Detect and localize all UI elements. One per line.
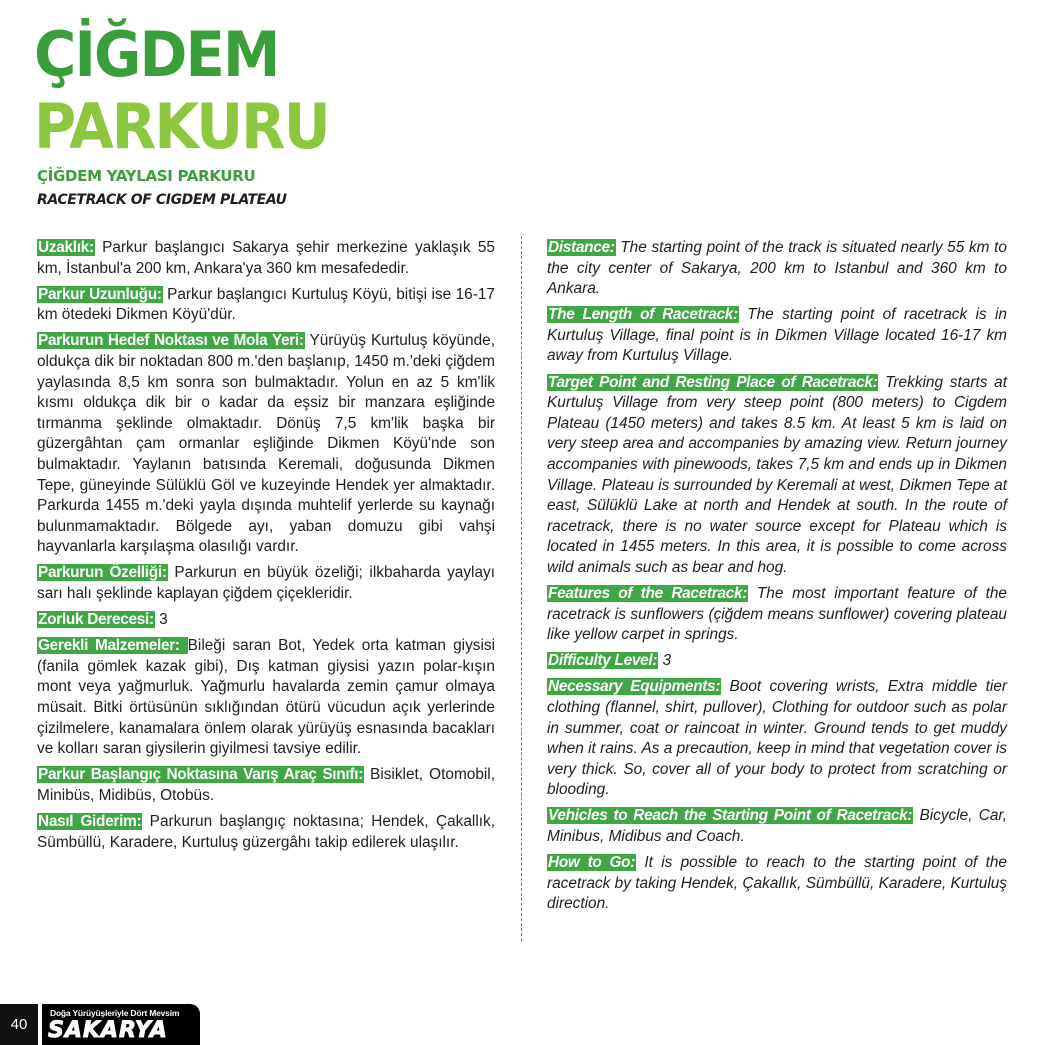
section-label: Necessary Equipments: [548, 678, 721, 696]
sakarya-logo [42, 1004, 200, 1045]
section-text: Bicycle, Car, Minibus, Midibus and Coach. [547, 807, 1007, 846]
section-label: Parkurun Özelliği: [38, 564, 167, 582]
paragraph-target-tr [37, 331, 495, 558]
section-label: Nasıl Giderim: [38, 812, 142, 830]
section-label: Gerekli Malzemeler: [38, 637, 187, 655]
section-label: Features of the Racetrack: [548, 585, 748, 602]
paragraph-equipment-tr [37, 636, 495, 760]
section-label: Zorluk Derecesi: [38, 611, 154, 629]
section-text: The most important feature of the racetrack is sunflowers (çiğdem means sunflower) covering plateau like yellow carpet in springs. [547, 585, 1007, 644]
paragraph-features-tr [37, 563, 495, 604]
logo-wordmark: SAKARYA [48, 1018, 168, 1043]
section-label: Distance: [548, 239, 615, 256]
section-text: Parkurun başlangıç noktasına; Hendek, Çakallık, Sümbüllü, Karadere, Kurtuluş güzergâhı takip edilerek ulaşılır. [37, 812, 495, 851]
turkish-column [37, 238, 495, 859]
section-text: The starting point of racetrack is in Kurtuluş Village, final point is in Dikmen Village located 16-17 km away from Kurtuluş Village. [547, 306, 1007, 365]
paragraph-distance-tr [37, 238, 495, 279]
paragraph-target-en [547, 373, 1007, 579]
paragraph-features-en [547, 584, 1007, 646]
section-text: 3 [658, 652, 672, 670]
paragraph-equipment-en [547, 677, 1007, 801]
page-number: 40 [0, 1004, 38, 1045]
paragraph-length-en [547, 305, 1007, 367]
section-text: Parkur başlangıcı Sakarya şehir merkezine yaklaşık 55 km, İstanbul'a 200 km, Ankara'ya 360 km mesafededir. [37, 239, 495, 277]
section-label: Parkur Uzunluğu: [38, 285, 162, 303]
paragraph-distance-en [547, 238, 1007, 300]
section-label: The Length of Racetrack: [548, 306, 738, 324]
section-label: Vehicles to Reach the Starting Point of Racetrack: [548, 807, 913, 825]
english-column [547, 238, 1007, 920]
paragraph-howto-tr [37, 812, 495, 853]
section-label: Parkur Başlangıç Noktasına Varış Araç Sınıfı: [38, 766, 363, 784]
section-text: Parkurun en büyük özeliği; ilkbaharda yaylayı sarı halı şeklinde kaplayan çiğdem çiçekleridir. [37, 564, 495, 602]
logo-tagline: Doğa Yürüyüşleriyle Dört Mevsim [50, 1008, 180, 1018]
section-text: The starting point of the track is situated nearly 55 km to the city center of Sakarya, 200 km to Istanbul and 360 km to Ankara. [547, 239, 1007, 298]
paragraph-howto-en [547, 853, 1007, 915]
paragraph-vehicles-tr [37, 765, 495, 806]
paragraph-length-tr [37, 285, 495, 326]
section-text: 3 [154, 611, 168, 629]
paragraph-difficulty-en [547, 651, 1007, 672]
column-divider [521, 236, 522, 941]
section-label: Difficulty Level: [548, 652, 658, 670]
section-text: It is possible to reach to the starting point of the racetrack by taking Hendek, Çakallık, Sümbüllü, Karadere, Kurtuluş direction. [547, 854, 1007, 913]
section-label: Uzaklık: [38, 239, 94, 256]
subtitle-english: RACETRACK OF CIGDEM PLATEAU [37, 192, 287, 208]
page-title-line-1: ÇİĞDEM [34, 18, 279, 91]
section-label: Target Point and Resting Place of Racetrack: [548, 373, 878, 391]
section-text: Parkur başlangıcı Kurtuluş Köyü, bitişi ise 16-17 km ötedeki Dikmen Köyü'dür. [37, 285, 495, 324]
section-text: Bileği saran Bot, Yedek orta katman giysisi (fanila gömlek kazak gibi), Dış katman giysisi yazın polar-kışın mont veya yağmurluk. Yağmurlu havalarda zemin çamur olmaya müsait. Bitki örtüsünün sıklığından ötürü vücudun açık yerlerinde çizilmelere, kanamalara önlem olarak yürüyüş esnasında bacakları ve kolları saran giysilerin giyilmesi tavsiye edilir. [37, 637, 495, 758]
paragraph-vehicles-en [547, 806, 1007, 847]
section-text: Bisiklet, Otomobil, Minibüs, Midibüs, Otobüs. [37, 766, 495, 804]
section-text: Boot covering wrists, Extra middle tier clothing (flannel, shirt, pullover), Clothing for outdoor such as polar in summer, coat or raincoat in winter. Ground tends to get muddy when it rains. As a precaution, keep in mind that vegetation cover is very thick. So, cover all of your body to protect from scratching or blooding. [547, 678, 1008, 799]
paragraph-difficulty-tr [37, 610, 495, 631]
page-title-line-2: PARKURU [34, 90, 329, 163]
section-text: Trekking starts at Kurtuluş Village from very steep point (800 meters) to Cigdem Plateau (1450 meters) and takes 8.5 km. At least 5 km is laid on very steep area and accompanies by amazing view. Return journey accompanies with pinewoods, takes 7,5 km and ends up in Dikmen Village. Plateau is surrounded by Keremali at west, Dikmen Tepe at east, Sülüklü Lake at north and Hendek at south. In the route of racetrack, there is no water source except for Plateau which is located in 1455 meters. In this area, it is possible to come across wild animals such as bear and hog. [547, 373, 1007, 576]
section-text: Yürüyüş Kurtuluş köyünde, oldukça dik bir noktadan 800 m.'den başlanıp, 1450 m.'deki çiğdem yaylasında 8,5 km sonra son bulmaktadır. Yolun en az 5 km'lik kısmı oldukça dik bir o kadar da eşsiz bir manzara eşliğinde tırmanma şeklinde olmaktadır. Dönüş 7,5 km'lik başka bir güzergâhtan çam ormanlar eşliğinde Dikmen Köyü'nde son bulmaktadır. Yaylanın batısında Keremali, doğusunda Dikmen Tepe, güneyinde Sülüklü Göl ve kuzeyinde Hendek yer almaktadır. Parkurda 1455 m.'deki yayla dışında muhtelif yerlerde su kaynağı bulunmamaktadır. Bölgede ayı, yaban domuzu gibi vahşi hayvanlarla karşılaşma olasılığı vardır. [37, 332, 495, 556]
section-label: Parkurun Hedef Noktası ve Mola Yeri: [38, 332, 304, 350]
section-label: How to Go: [548, 854, 636, 872]
subtitle: ÇİĞDEM YAYLASI PARKURU [37, 167, 256, 185]
